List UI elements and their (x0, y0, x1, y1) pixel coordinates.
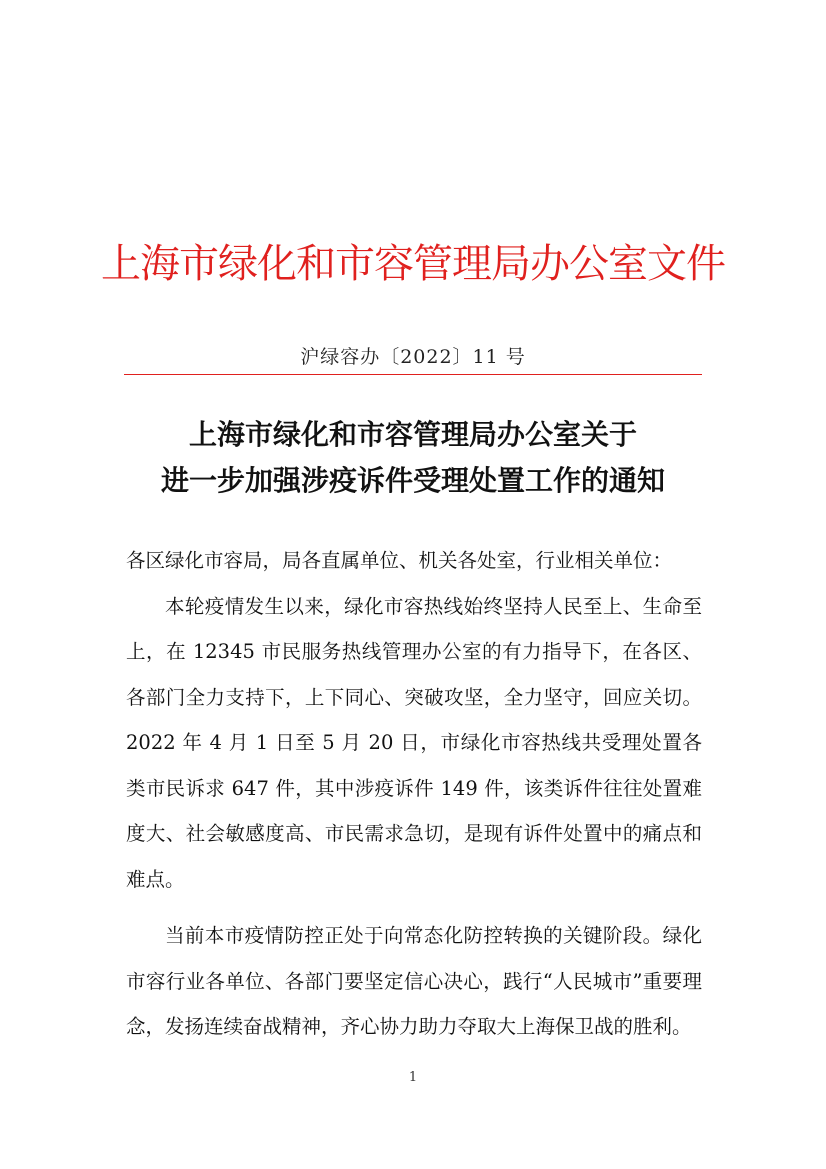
salutation: 各区绿化市容局，局各直属单位、机关各处室，行业相关单位： (126, 549, 673, 572)
paragraph-2: 当前本市疫情防控正处于向常态化防控转换的关键阶段。绿化市容行业各单位、各部门要坚定信心决心，践行“人民城市”重要理念，发扬连续奋战精神，齐心协力助力夺取大上海保卫战的胜利。 (126, 924, 702, 1038)
document-number: 沪绿容办〔2022〕11 号 (300, 346, 526, 368)
document-masthead: 上海市绿化和市容管理局办公室文件 (101, 241, 725, 287)
red-divider-line (124, 374, 702, 375)
title-line-2: 进一步加强涉疫诉件受理处置工作的通知 (160, 464, 665, 497)
paragraph-1: 本轮疫情发生以来，绿化市容热线始终坚持人民至上、生命至上，在 12345 市民服务热线管理办公室的有力指导下，在各区、各部门全力支持下，上下同心、突破攻坚，全力坚守，回应关切。2022 年 4 月 1 日至 5 月 20 日，市绿化市容热线共受理处置各类市民诉求 647 件，其中涉疫诉件 149 件，该类诉件往往处置难度大、社会敏感度高、市民需求急切，是现有诉件处置中的痛点和难点。 (126, 594, 702, 891)
document-body (126, 538, 702, 1050)
page-number: 1 (408, 1070, 418, 1085)
title-line-1: 上海市绿化和市容管理局办公室关于 (188, 418, 637, 451)
document-title (0, 412, 826, 504)
